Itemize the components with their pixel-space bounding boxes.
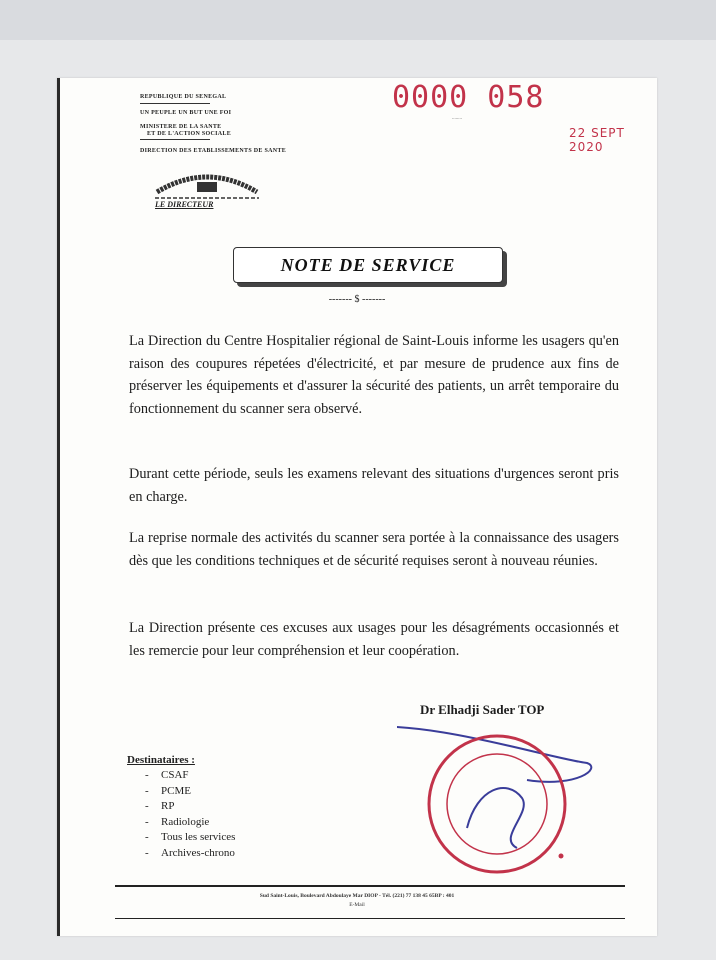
signatory-name: Dr Elhadji Sader TOP <box>420 702 545 717</box>
viewer-top-bar <box>0 0 716 40</box>
recipients-title: Destinataires : <box>127 754 195 766</box>
recipient-item: - Tous les services <box>145 830 235 846</box>
paragraph-2: Durant cette période, seuls les examens relevant des situations d'urgences seront pris en charge. <box>129 466 619 505</box>
recipient-item: - Archives-chrono <box>145 846 235 862</box>
recipient-item: - Radiologie <box>145 815 235 831</box>
title-box <box>233 247 503 283</box>
official-stamp <box>397 718 597 883</box>
document-page <box>57 78 657 936</box>
header-motto: UN PEUPLE UN BUT UNE FOI <box>140 110 232 116</box>
footer-contact: E-Mail <box>349 902 365 908</box>
paragraph-1: La Direction du Centre Hospitalier régional de Saint-Louis informe les usagers qu'en raison des coupures répetées d'électricité, et par mesure de prudence aux fins de préserver les équipements et d'assurer la sécurité des patients, un arrêt temporaire du fonctionnement du scanner sera observé. <box>129 333 619 417</box>
director-heading: LE DIRECTEUR <box>155 200 214 209</box>
recipient-item: - PCME <box>145 784 235 800</box>
paragraph-3: La reprise normale des activités du scanner sera portée à la connaissance des usagers dès que les conditions techniques et de sécurité requises seront à nouveau réunies. <box>129 530 619 569</box>
header-ministry: MINISTERE DE LA SANTE <box>140 124 222 130</box>
recipient-item: - RP <box>145 799 235 815</box>
registration-number: 0000 058 <box>392 80 545 115</box>
header-divider <box>140 103 210 104</box>
header-divider-2 <box>140 139 210 140</box>
paragraph-4: La Direction présente ces excuses aux usages pour les désagréments occasionnés et les remercie pour leur compréhension et leur coopération. <box>129 620 619 659</box>
footer-rule-2 <box>115 918 625 919</box>
title-separator: ------- $ ------- <box>328 294 386 305</box>
place-date-label: ........ <box>452 116 462 121</box>
recipients-list <box>145 768 235 861</box>
date-stamp: 22 SEPT 2020 <box>569 126 625 154</box>
document-title: NOTE DE SERVICE <box>280 255 456 275</box>
header-republic: REPUBLIQUE DU SENEGAL <box>140 94 227 100</box>
footer-rule <box>115 885 625 887</box>
recipient-item: - CSAF <box>145 768 235 784</box>
footer-address: Sud Saint-Louis, Boulevard Abdoulaye Mar DIOP - Tél. (221) 77 138 45 65BP : 401 <box>259 893 455 899</box>
header-ministry-2: ET DE L'ACTION SOCIALE <box>147 131 232 137</box>
header-direction: DIRECTION DES ETABLISSEMENTS DE SANTE <box>140 148 287 154</box>
